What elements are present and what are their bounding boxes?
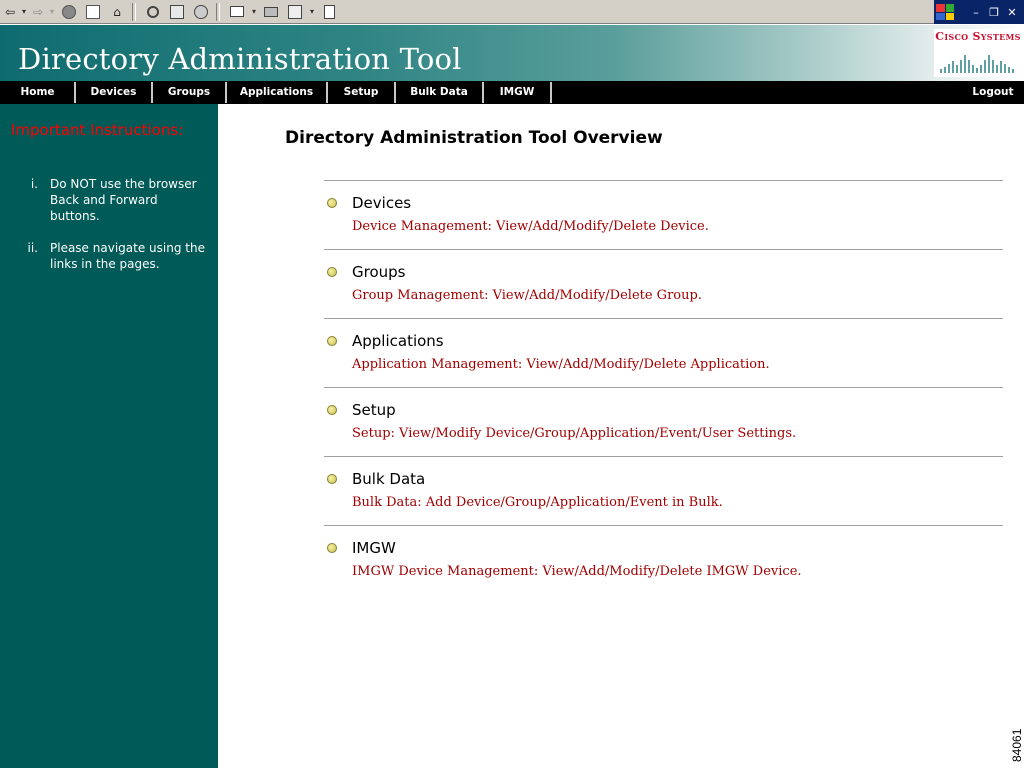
home-icon[interactable]: ⌂ (113, 4, 121, 19)
section-divider (324, 456, 1003, 457)
bullet-icon (327, 336, 337, 346)
cisco-logo-text: Cisco Systems (935, 30, 1021, 43)
forward-icon[interactable]: ⇨ (32, 4, 44, 19)
section-divider (324, 387, 1003, 388)
minimize-icon[interactable]: – (973, 5, 979, 19)
section-description: Bulk Data: Add Device/Group/Application/Event in Bulk. (352, 495, 723, 510)
nav-devices[interactable]: Devices (90, 86, 137, 98)
mail-dropdown-icon[interactable]: ▾ (251, 7, 256, 16)
logout-link[interactable]: Logout (972, 86, 1014, 98)
section-link-setup[interactable]: Setup (352, 401, 396, 419)
cisco-logo (934, 29, 1022, 77)
edit-icon[interactable] (284, 2, 306, 22)
nav-groups[interactable]: Groups (167, 86, 211, 98)
section-description: IMGW Device Management: View/Add/Modify/Delete IMGW Device. (352, 564, 802, 579)
history-icon[interactable] (190, 2, 212, 22)
forward-dropdown-icon[interactable]: ▾ (49, 7, 54, 16)
section-divider (324, 318, 1003, 319)
edit-dropdown-icon[interactable]: ▾ (309, 7, 314, 16)
bullet-icon (327, 198, 337, 208)
print-icon[interactable] (260, 2, 282, 22)
windows-logo-icon (936, 4, 954, 20)
mail-icon[interactable] (226, 2, 248, 22)
search-icon[interactable] (142, 2, 164, 22)
main-nav (0, 81, 1024, 104)
nav-setup[interactable]: Setup (343, 86, 379, 98)
nav-bulk-data[interactable]: Bulk Data (410, 86, 468, 98)
discuss-icon[interactable] (318, 2, 340, 22)
section-description: Group Management: View/Add/Modify/Delete Group. (352, 288, 702, 303)
sidebar (0, 104, 218, 768)
section-divider (324, 249, 1003, 250)
section-link-devices[interactable]: Devices (352, 194, 412, 212)
instruction-item (0, 176, 210, 226)
section-description: Setup: View/Modify Device/Group/Application/Event/User Settings. (352, 426, 797, 441)
nav-applications[interactable]: Applications (239, 86, 314, 98)
section-description: Application Management: View/Add/Modify/Delete Application. (352, 357, 770, 372)
header-banner (0, 25, 1024, 81)
browser-toolbar (0, 0, 1024, 24)
instructions-heading: Important Instructions: (11, 121, 184, 139)
section-divider (324, 525, 1003, 526)
figure-id-text: 84061 (1010, 728, 1024, 762)
close-icon[interactable]: ✕ (1007, 5, 1017, 19)
restore-icon[interactable]: ❐ (989, 5, 999, 19)
instruction-text: Please navigate using the links in the pages. (50, 241, 205, 271)
nav-imgw[interactable]: IMGW (499, 86, 535, 98)
bullet-icon (327, 405, 337, 415)
stop-icon[interactable] (58, 2, 80, 22)
page-title: Directory Administration Tool Overview (285, 128, 663, 148)
instruction-text: Do NOT use the browser Back and Forward buttons. (50, 177, 197, 223)
instruction-item (0, 240, 210, 274)
section-link-groups[interactable]: Groups (352, 263, 406, 281)
favorites-icon[interactable] (166, 2, 188, 22)
window-controls (934, 0, 1024, 24)
toolbar-separator (216, 3, 220, 21)
app-title: Directory Administration Tool (18, 42, 462, 76)
section-link-applications[interactable]: Applications (352, 332, 444, 350)
cisco-bridge-icon (938, 48, 1018, 74)
bullet-icon (327, 543, 337, 553)
toolbar-separator (132, 3, 136, 21)
section-link-imgw[interactable]: IMGW (352, 539, 396, 557)
figure-id (1004, 724, 1024, 764)
section-link-bulk-data[interactable]: Bulk Data (352, 470, 426, 488)
section-divider (324, 180, 1003, 181)
instruction-number: i. (30, 177, 38, 191)
back-icon[interactable]: ⇦ (4, 4, 16, 19)
refresh-icon[interactable] (82, 2, 104, 22)
back-dropdown-icon[interactable]: ▾ (21, 7, 26, 16)
bullet-icon (327, 474, 337, 484)
instruction-number: ii. (27, 241, 38, 255)
nav-home[interactable]: Home (20, 86, 55, 98)
section-description: Device Management: View/Add/Modify/Delete Device. (352, 219, 709, 234)
nav-separator (550, 82, 552, 103)
bullet-icon (327, 267, 337, 277)
